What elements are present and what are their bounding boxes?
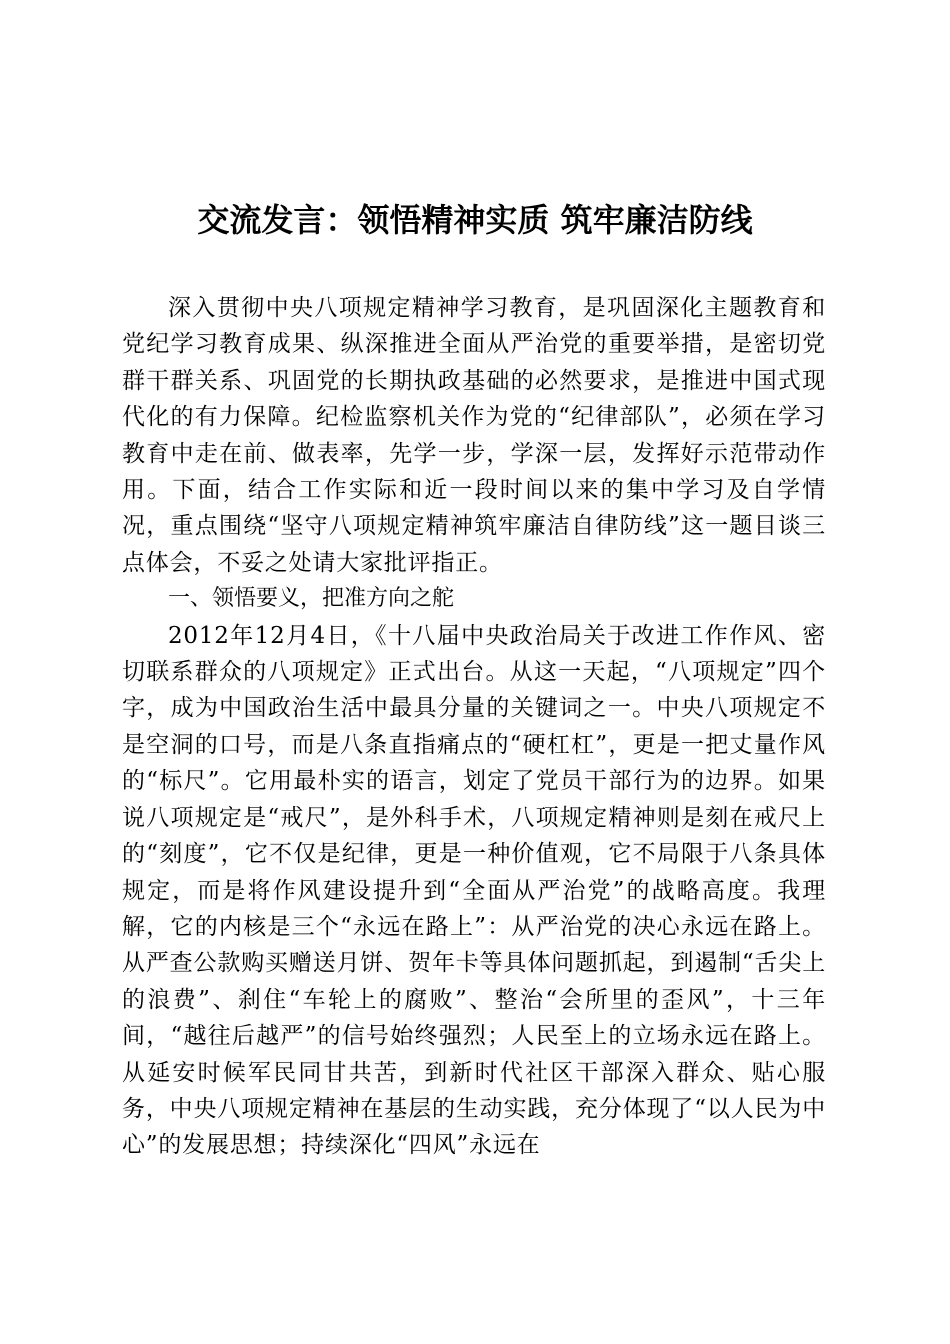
- section-heading-1: 一、领悟要义，把准方向之舵: [168, 586, 455, 612]
- document-body: [122, 290, 826, 1164]
- document-title: 交流发言：领悟精神实质 筑牢廉洁防线: [197, 201, 753, 239]
- intro-paragraph: 深入贯彻中央八项规定精神学习教育，是巩固深化主题教育和党纪学习教育成果、纵深推进全面从严治党的重要举措，是密切党群干群关系、巩固党的长期执政基础的必然要求，是推进中国式现代化的有力保障。纪检监察机关作为党的“纪律部队”，必须在学习教育中走在前、做表率，先学一步，学深一层，发挥好示范带动作用。下面，结合工作实际和近一段时间以来的集中学习及自学情况，重点围绕“坚守八项规定精神筑牢廉洁自律防线”这一题目谈三点体会，不妥之处请大家批评指正。: [122, 295, 826, 576]
- section-1-paragraph: 2012年12月4日，《十八届中央政治局关于改进工作作风、密切联系群众的八项规定》正式出台。从这一天起，“八项规定”四个字，成为中国政治生活中最具分量的关键词之一。中央八项规定不是空洞的口号，而是八条直指痛点的“硬杠杠”，更是一把丈量作风的“标尺”。它用最朴实的语言，划定了党员干部行为的边界。如果说八项规定是“戒尺”，是外科手术，八项规定精神则是刻在戒尺上的“刻度”，它不仅是纪律，更是一种价值观，它不局限于八条具体规定，而是将作风建设提升到“全面从严治党”的战略高度。我理解，它的内核是三个“永远在路上”：从严治党的决心永远在路上。从严查公款购买赠送月饼、贺年卡等具体问题抓起，到遏制“舌尖上的浪费”、刹住“车轮上的腐败”、整治“会所里的歪风”，十三年间，“越往后越严”的信号始终强烈；人民至上的立场永远在路上。从延安时候军民同甘共苦，到新时代社区干部深入群众、贴心服务，中央八项规定精神在基层的生动实践，充分体现了“以人民为中心”的发展思想；持续深化“四风”永远在: [122, 622, 826, 1159]
